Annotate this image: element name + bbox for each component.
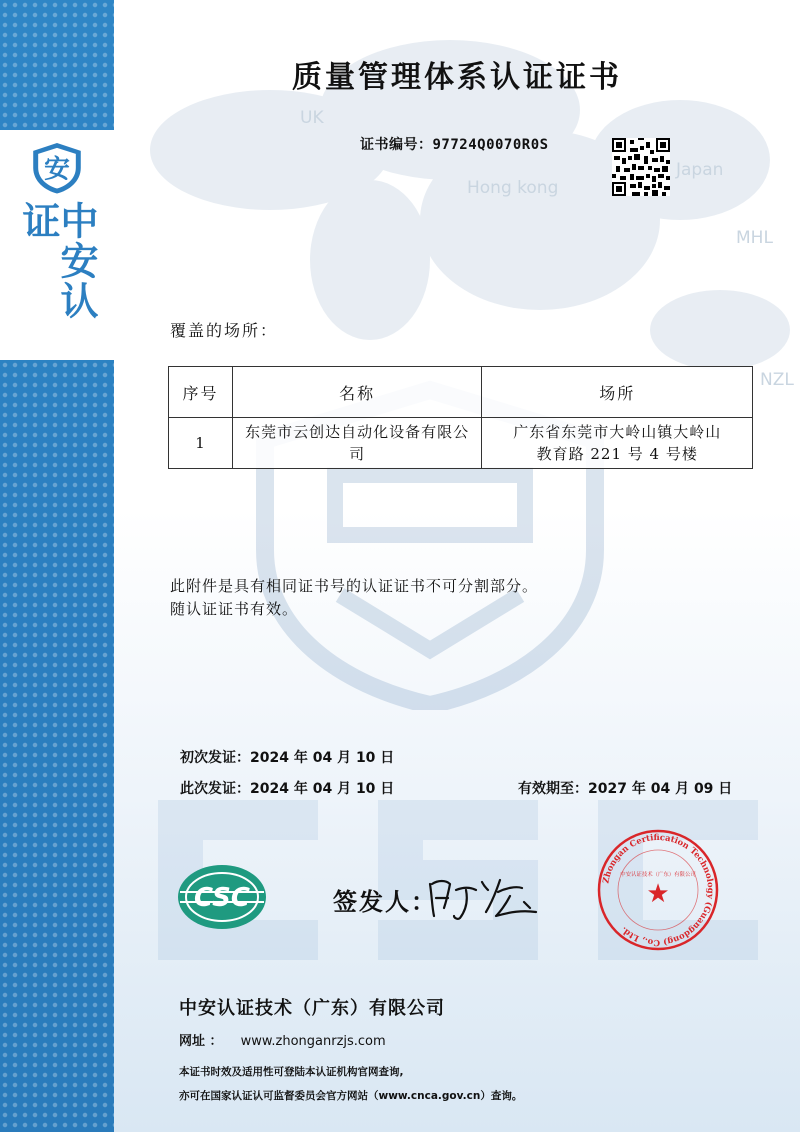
table-row (169, 418, 753, 469)
first-issue-date: 初次发证：2024 年 04 月 10 日 (180, 750, 395, 766)
column-header-name: 名称 (232, 367, 482, 418)
expiry-date: 有效期至：2027 年 04 月 09 日 (518, 781, 733, 797)
current-issue-date: 此次发证：2024 年 04 月 10 日 (180, 781, 395, 797)
footer-line-1: 本证书时效及适用性可登陆本认证机构官网查询, (179, 1066, 404, 1078)
left-blue-band (0, 0, 114, 1132)
seal-chinese-text: 中安认证技术（广东）有限公司 (620, 872, 696, 878)
map-label-hong-kong: Hong kong (467, 178, 559, 198)
cell-site-line1: 广东省东莞市大岭山镇大岭山 (513, 423, 722, 441)
brand-logo (0, 130, 114, 360)
cell-name: 东莞市云创达自动化设备有限公司 (232, 418, 482, 469)
seal-star-icon: ★ (646, 879, 670, 909)
issuer-website (179, 1030, 386, 1049)
table-header-row (169, 367, 753, 418)
issuer-company-name: 中安认证技术（广东）有限公司 (179, 998, 445, 1019)
handwritten-signature (426, 872, 556, 922)
note-line-2: 随认证证书有效。 (170, 600, 299, 618)
note-line-1: 此附件是具有相同证书号的认证证书不可分割部分。 (170, 577, 539, 595)
csc-logo-icon (176, 862, 268, 932)
qr-code-icon[interactable] (612, 138, 670, 196)
shield-icon (29, 140, 85, 195)
shield-char: 安 (44, 154, 70, 185)
attachment-note (170, 575, 538, 621)
cell-site-line2: 教育路 221 号 4 号楼 (536, 445, 698, 463)
column-header-no: 序号 (169, 367, 233, 418)
company-seal (596, 828, 720, 952)
website-url[interactable]: www.zhonganrzjs.com (240, 1034, 386, 1049)
cell-site (482, 418, 753, 469)
certificate-number: 证书编号：97724Q0070R0S (360, 137, 549, 153)
cell-no: 1 (169, 418, 233, 469)
footer-line-2: 亦可在国家认证认可监督委员会官方网站（www.cnca.gov.cn）查询。 (179, 1090, 523, 1102)
covered-sites-label: 覆盖的场所： (170, 321, 279, 340)
map-label-mhl: MHL (736, 228, 773, 248)
website-label: 网址 ： (179, 1034, 223, 1049)
brand-name: 中安认证 (16, 201, 98, 322)
seal-english-text: Zhongan Certification Technology (Guangdong) Co., Ltd. (600, 831, 717, 949)
column-header-site: 场所 (482, 367, 753, 418)
signer-label: 签发人： (333, 887, 437, 916)
covered-sites-table (168, 366, 753, 469)
csc-logo-text: CSC (194, 883, 250, 913)
map-label-japan: Japan (676, 160, 724, 180)
map-label-nzl: NZL (760, 370, 794, 390)
certificate-title: 质量管理体系认证证书 (292, 60, 622, 95)
map-label-uk: UK (300, 108, 324, 128)
